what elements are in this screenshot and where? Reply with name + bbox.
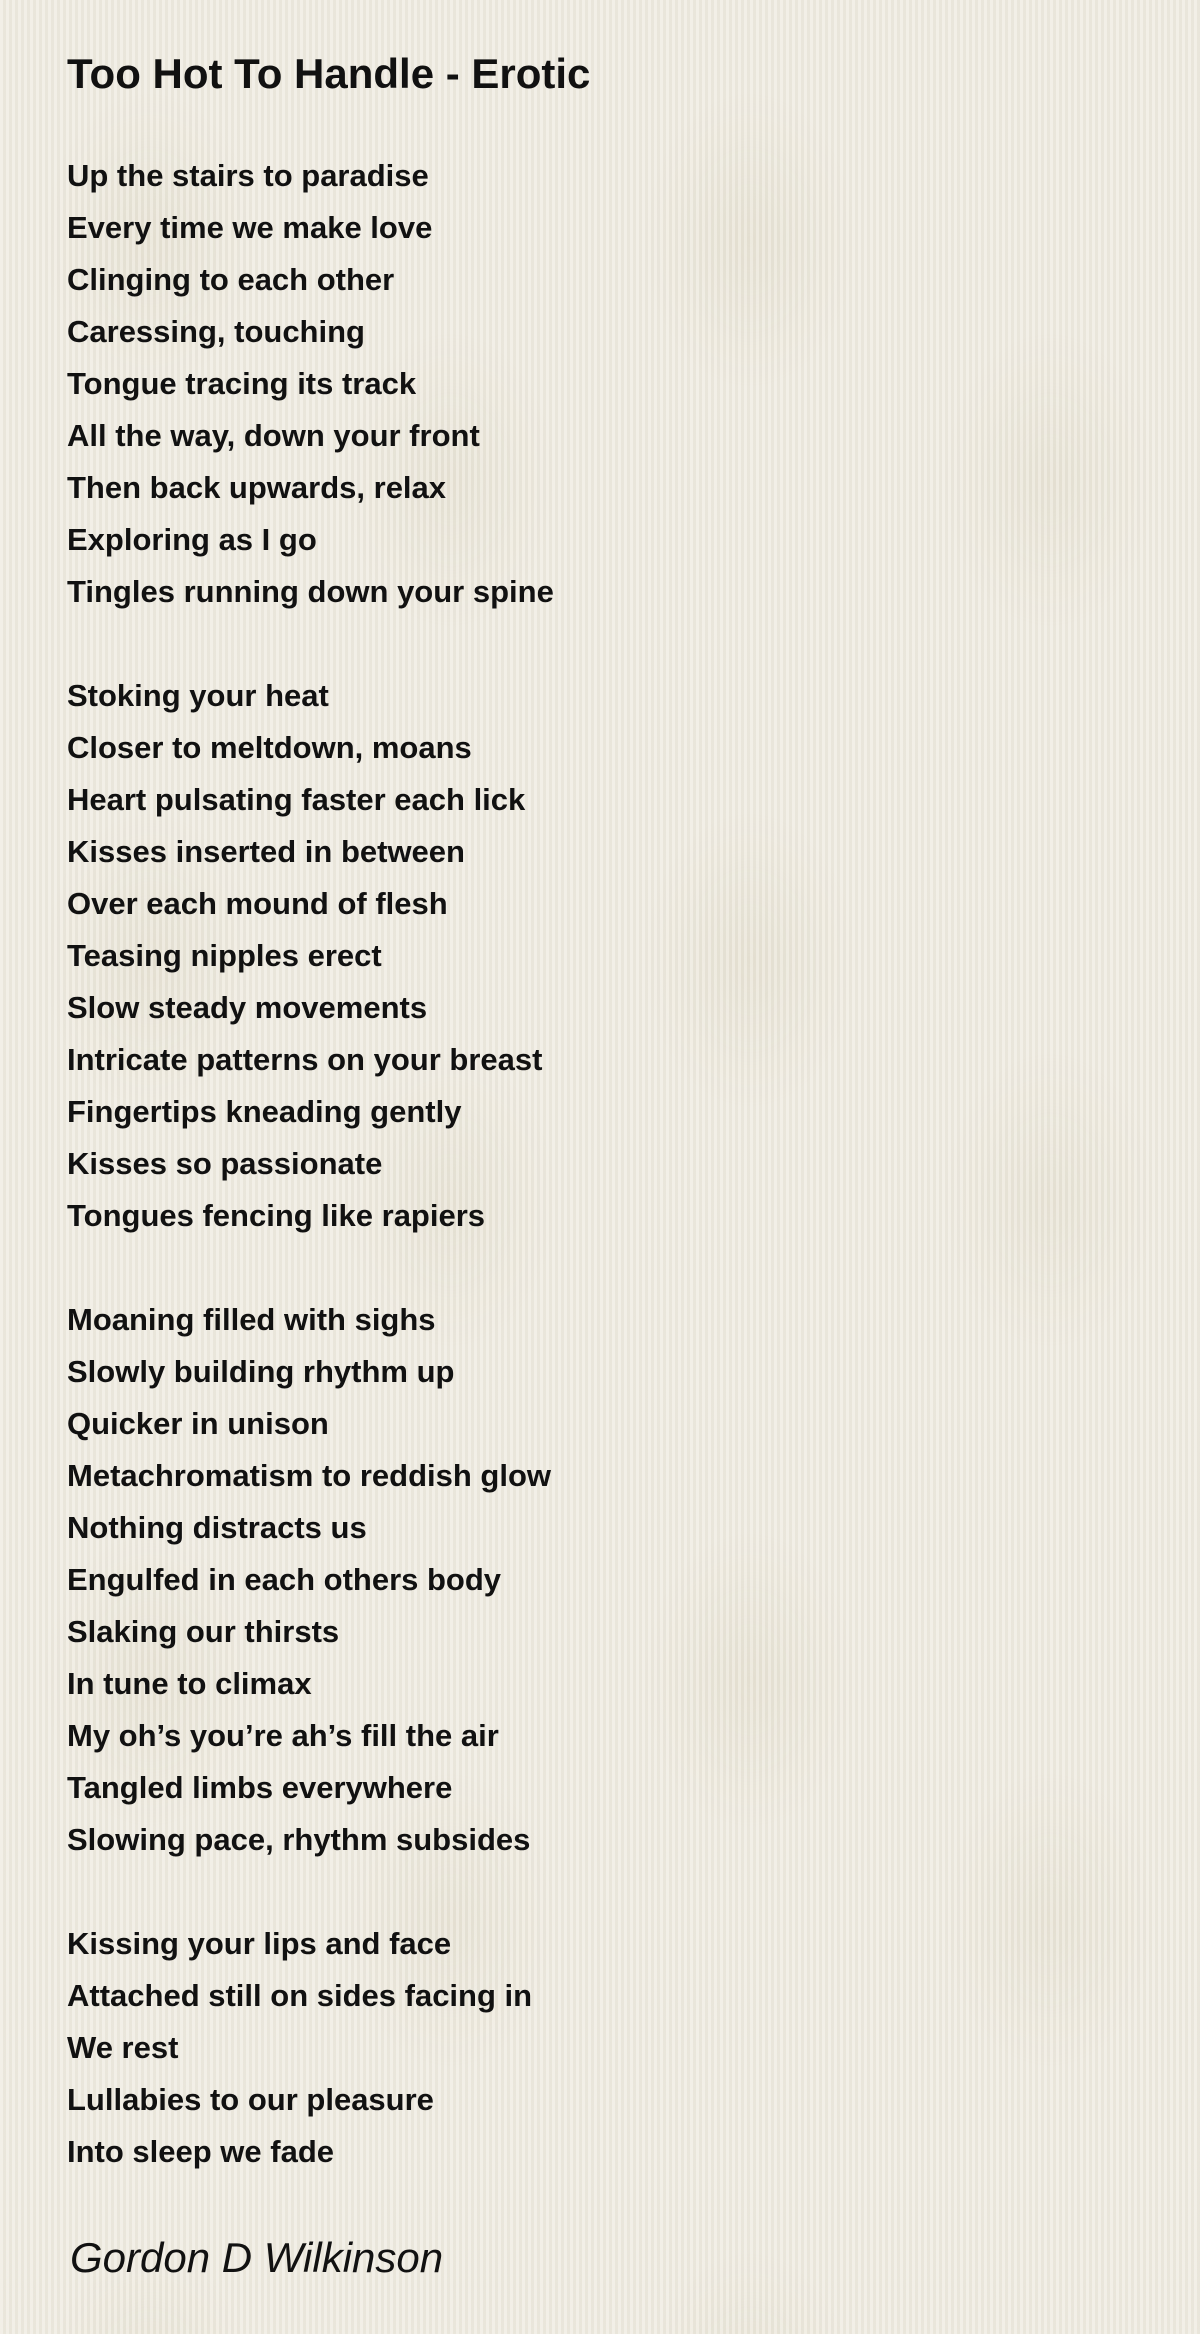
- poem-line: Slaking our thirsts: [67, 1614, 340, 1649]
- poem-line: Up the stairs to paradise: [67, 158, 429, 193]
- poem-line: Heart pulsating faster each lick: [67, 782, 526, 817]
- poem-line: Fingertips kneading gently: [67, 1094, 462, 1129]
- poem-line: Stoking your heat: [67, 678, 329, 713]
- poem-line: My oh’s you’re ah’s fill the air: [67, 1718, 499, 1753]
- poem-line: Clinging to each other: [67, 262, 395, 297]
- poem-line: Exploring as I go: [67, 522, 317, 557]
- poem-line: Tangled limbs everywhere: [67, 1770, 453, 1805]
- poem-line: Lullabies to our pleasure: [67, 2082, 434, 2117]
- poem-line: Moaning filled with sighs: [67, 1302, 436, 1337]
- poem-line: Every time we make love: [67, 210, 433, 245]
- poem-line: Intricate patterns on your breast: [67, 1042, 543, 1077]
- stanza-2: [67, 670, 1127, 1242]
- poem-line: Slow steady movements: [67, 990, 428, 1025]
- poem-line: Quicker in unison: [67, 1406, 329, 1441]
- poem-line: Slowly building rhythm up: [67, 1354, 455, 1389]
- poem-line: Closer to meltdown, moans: [67, 730, 472, 765]
- poem-line: All the way, down your front: [67, 418, 480, 453]
- poem-line: We rest: [67, 2030, 179, 2065]
- poem-author: Gordon D Wilkinson: [70, 2234, 444, 2281]
- poem-line: Over each mound of flesh: [67, 886, 448, 921]
- poem-line: Into sleep we fade: [67, 2134, 335, 2169]
- poem-line: Metachromatism to reddish glow: [67, 1458, 552, 1493]
- poem-line: Then back upwards, relax: [67, 470, 447, 505]
- poem-line: Attached still on sides facing in: [67, 1978, 533, 2013]
- poem-line: Engulfed in each others body: [67, 1562, 502, 1597]
- poem-line: Caressing, touching: [67, 314, 365, 349]
- poem-line: Kisses inserted in between: [67, 834, 465, 869]
- poem-body: [67, 150, 1127, 2230]
- stanza-3: [67, 1294, 1127, 1866]
- poem-line: Slowing pace, rhythm subsides: [67, 1822, 531, 1857]
- poem-line: Kissing your lips and face: [67, 1926, 452, 1961]
- stanza-1: [67, 150, 1127, 618]
- poem-line: Nothing distracts us: [67, 1510, 367, 1545]
- poem-title: Too Hot To Handle - Erotic: [67, 50, 591, 97]
- poem-line: Teasing nipples erect: [67, 938, 382, 973]
- stanza-4: [67, 1918, 1127, 2178]
- poem-line: Tongue tracing its track: [67, 366, 417, 401]
- poem-line: In tune to climax: [67, 1666, 312, 1701]
- poem-line: Tingles running down your spine: [67, 574, 554, 609]
- poem-line: Tongues fencing like rapiers: [67, 1198, 486, 1233]
- poem-line: Kisses so passionate: [67, 1146, 383, 1181]
